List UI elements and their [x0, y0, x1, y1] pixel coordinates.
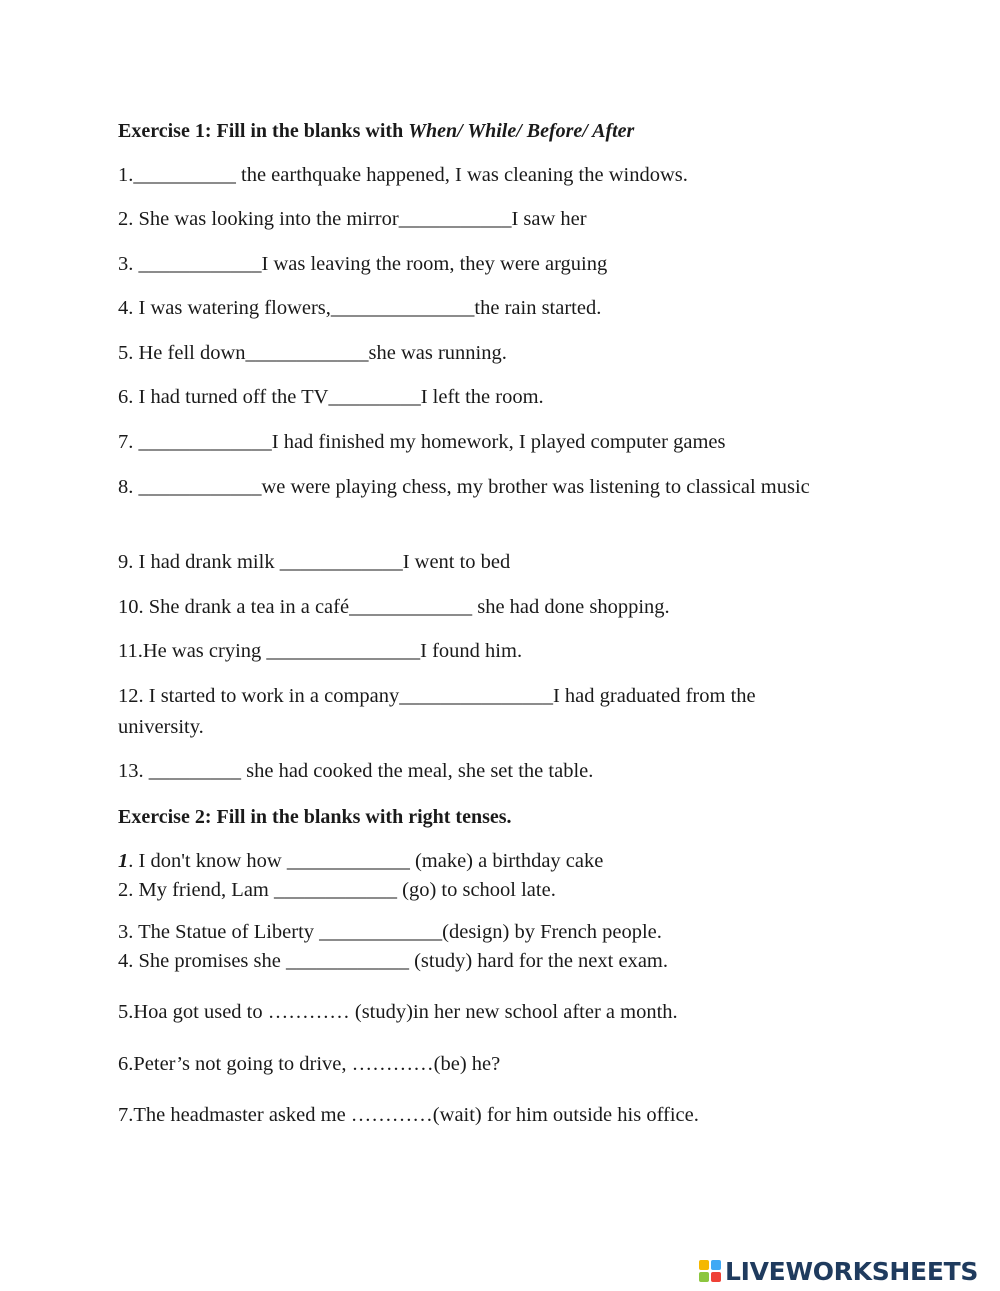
exercise1-heading-text: Exercise 1: Fill in the blanks with — [118, 120, 409, 142]
exercise1-item-11: 11.He was crying _______________I found him. — [118, 640, 523, 662]
logo-square-1 — [699, 1260, 709, 1270]
liveworksheets-logo — [699, 1256, 978, 1286]
exercise1-item-10: 10. She drank a tea in a café____________ she had done shopping. — [118, 596, 670, 618]
exercise2-item-1-number: 1 — [118, 850, 129, 872]
liveworksheets-logo-icon — [699, 1260, 721, 1282]
exercise1-item-9: 9. I had drank milk ____________I went to bed — [118, 551, 511, 573]
exercise2-item-2: 2. My friend, Lam ____________ (go) to school late. — [118, 879, 556, 901]
exercise2-heading: Exercise 2: Fill in the blanks with right tenses. — [118, 806, 512, 828]
logo-square-3 — [699, 1272, 709, 1282]
exercise1-item-7: 7. _____________I had finished my homework, I played computer games — [118, 431, 726, 453]
exercise1-item-6: 6. I had turned off the TV_________I left the room. — [118, 386, 544, 408]
exercise2-item-6: 6.Peter’s not going to drive, …………(be) he? — [118, 1053, 501, 1075]
exercise1-item-12: 12. I started to work in a company_______________I had graduated from the university. — [118, 685, 756, 738]
logo-square-4 — [711, 1272, 721, 1282]
exercise1-item-8: 8. ____________we were playing chess, my brother was listening to classical music — [118, 476, 810, 498]
exercise1-heading-options: When/ While/ Before/ After — [408, 120, 635, 142]
exercise2-item-7: 7.The headmaster asked me …………(wait) for him outside his office. — [118, 1104, 699, 1126]
exercise2-item-4: 4. She promises she ____________ (study) hard for the next exam. — [118, 950, 668, 972]
exercise1-item-13: 13. _________ she had cooked the meal, she set the table. — [118, 760, 594, 782]
exercise1-item-3: 3. ____________I was leaving the room, they were arguing — [118, 253, 608, 275]
exercise2-item-3: 3. The Statue of Liberty ____________(design) by French people. — [118, 921, 662, 943]
exercise1-heading — [118, 116, 838, 147]
exercise2-item-5: 5.Hoa got used to ………… (study)in her new school after a month. — [118, 1001, 678, 1023]
liveworksheets-logo-text: LIVEWORKSHEETS — [725, 1256, 979, 1286]
exercise1-item-4: 4. I was watering flowers,______________the rain started. — [118, 297, 602, 319]
logo-square-2 — [711, 1260, 721, 1270]
exercise1-item-2: 2. She was looking into the mirror___________I saw her — [118, 208, 587, 230]
exercise2-item-1-text: . I don't know how ____________ (make) a birthday cake — [128, 850, 604, 872]
exercise1-item-5: 5. He fell down____________she was running. — [118, 342, 507, 364]
exercise1-item-1: 1.__________ the earthquake happened, I was cleaning the windows. — [118, 164, 688, 186]
exercise2-item-1 — [118, 846, 838, 877]
